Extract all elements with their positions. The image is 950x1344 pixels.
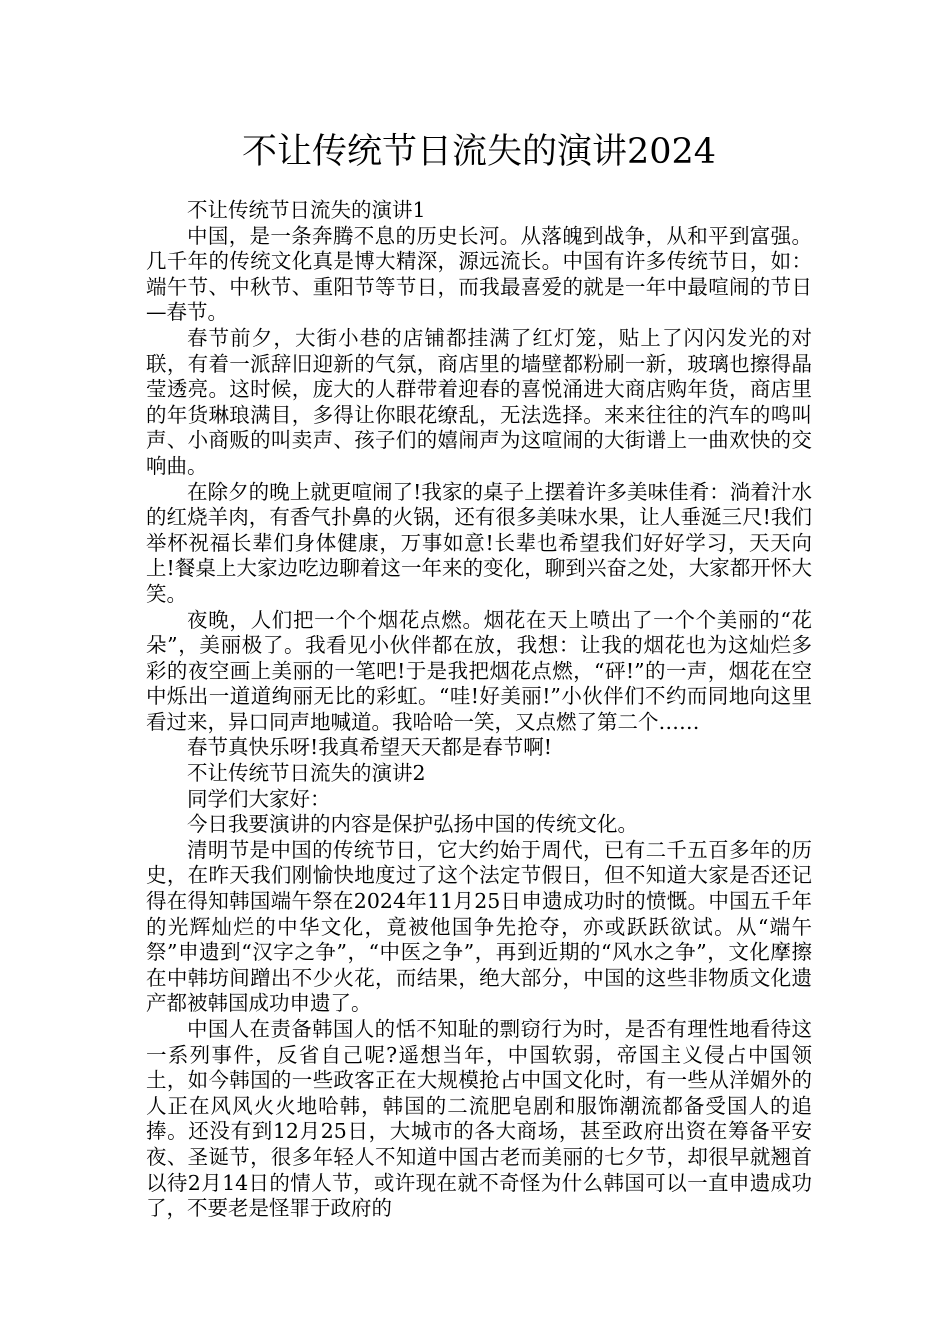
greeting: 同学们大家好： xyxy=(187,786,331,811)
paragraph: 今日我要演讲的内容是保护弘扬中国的传统文化。 xyxy=(187,812,638,837)
section-heading-2: 不让传统节日流失的演讲2 xyxy=(187,761,426,786)
paragraph: 中国，是一条奔腾不息的历史长河。从落魄到战争，从和平到富强。几千年的传统文化真是博大精深，源远流长。中国有许多传统节日，如：端午节、中秋节、重阳节等节日，而我最喜爱的就是一年中最喧闹的节日—春节。 xyxy=(146,223,812,325)
paragraph: 清明节是中国的传统节日，它大约始于周代，已有二千五百多年的历史，在昨天我们刚愉快地度过了这个法定节假日，但不知道大家是否还记得在得知韩国端午祭在2024年11月25日申遗成功时的愤慨。中国五千年的光辉灿烂的中华文化，竟被他国争先抢夺，亦或跃跃欲试。从“端午祭”申遗到“汉字之争”，“中医之争”，再到近期的“风水之争”，文化摩擦在中韩坊间蹭出不少火花，而结果，绝大部分，中国的这些非物质文化遗产都被韩国成功申遗了。 xyxy=(146,837,812,1016)
paragraph: 在除夕的晚上就更喧闹了!我家的桌子上摆着许多美味佳肴：淌着汁水的红烧羊肉，有香气扑鼻的火锅，还有很多美味水果，让人垂涎三尺!我们举杯祝福长辈们身体健康，万事如意!长辈也希望我们好好学习，天天向上!餐桌上大家边吃边聊着这一年来的变化，聊到兴奋之处，大家都开怀大笑。 xyxy=(146,479,812,606)
paragraph: 夜晚，人们把一个个烟花点燃。烟花在天上喷出了一个个美丽的“花朵”，美丽极了。我看见小伙伴都在放，我想：让我的烟花也为这灿烂多彩的夜空画上美丽的一笔吧!于是我把烟花点燃，“砰!”的一声，烟花在空中烁出一道道绚丽无比的彩虹。“哇!好美丽!”小伙伴们不约而同地向这里看过来，异口同声地喊道。我哈哈一笑，又点燃了第二个…… xyxy=(146,607,812,734)
document-page xyxy=(146,0,812,1344)
document-title: 不让传统节日流失的演讲2024 xyxy=(241,132,717,172)
paragraph: 中国人在责备韩国人的恬不知耻的剽窃行为时，是否有理性地看待这一系列事件，反省自己呢?遥想当年，中国软弱，帝国主义侵占中国领土，如今韩国的一些政客正在大规模抢占中国文化时，有一些从洋媚外的人正在风风火火地哈韩，韩国的二流肥皂剧和服饰潮流都备受国人的追捧。还没有到12月25日，大城市的各大商场，甚至政府出资在筹备平安夜、圣诞节，很多年轻人不知道中国古老而美丽的七夕节，却很早就翘首以待2月14日的情人节，或许现在就不奇怪为什么韩国可以一直申遗成功了，不要老是怪罪于政府的 xyxy=(146,1017,812,1221)
document-body xyxy=(146,198,812,1222)
paragraph: 春节真快乐呀!我真希望天天都是春节啊! xyxy=(187,735,552,760)
paragraph: 春节前夕，大街小巷的店铺都挂满了红灯笼，贴上了闪闪发光的对联，有着一派辞旧迎新的气氛，商店里的墙壁都粉刷一新，玻璃也擦得晶莹透亮。这时候，庞大的人群带着迎春的喜悦涌进大商店购年货，商店里的年货琳琅满目，多得让你眼花缭乱，无法选择。来来往往的汽车的鸣叫声、小商贩的叫卖声、孩子们的嬉闹声为这喧闹的大街谱上一曲欢快的交响曲。 xyxy=(146,325,812,478)
section-heading-1: 不让传统节日流失的演讲1 xyxy=(187,198,426,222)
